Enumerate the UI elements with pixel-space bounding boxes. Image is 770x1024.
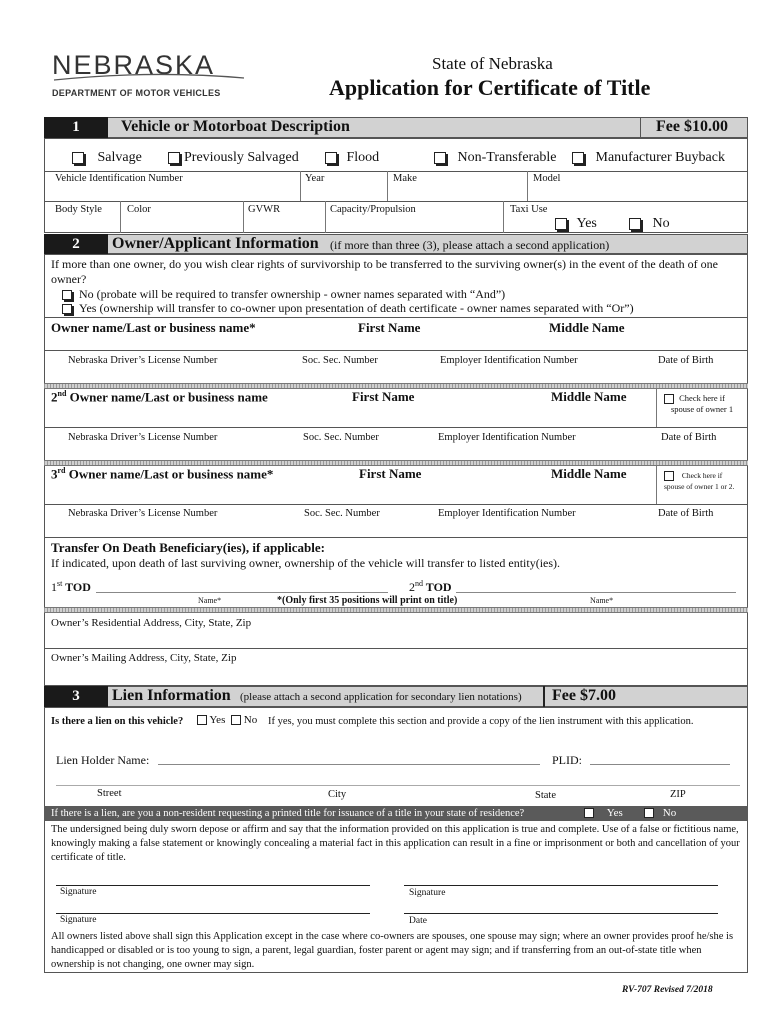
logo-swoosh-icon: [52, 72, 252, 84]
nebraska-logo: [52, 50, 252, 100]
checkbox-salvage[interactable]: [72, 150, 142, 166]
logo-wordmark: NEBRASKA: [52, 50, 216, 80]
label: TOD: [423, 580, 452, 594]
label: Yes: [606, 807, 623, 819]
label: Yes: [576, 216, 597, 231]
checkbox-icon[interactable]: [62, 304, 72, 314]
checkbox-icon[interactable]: [629, 218, 641, 230]
divider: [243, 201, 244, 233]
signature-caption-1: Signature: [60, 887, 97, 897]
owner2-first-name-field[interactable]: First Name: [352, 389, 415, 404]
signature-line-3[interactable]: [56, 913, 370, 914]
owner3-middle-name-field[interactable]: Middle Name: [551, 466, 627, 481]
owner2-ein-field[interactable]: Employer Identification Number: [438, 432, 576, 443]
label: Owner name/Last or business name*: [65, 466, 274, 482]
city-caption: City: [328, 789, 347, 800]
section3-title: Lien Information: [112, 687, 231, 704]
owner3-ssn-field[interactable]: Soc. Sec. Number: [304, 508, 380, 519]
owner1-dob-field[interactable]: Date of Birth: [658, 355, 714, 366]
owner2-middle-name-field[interactable]: Middle Name: [551, 389, 627, 404]
survivorship-no-option[interactable]: [62, 287, 505, 302]
divider: [527, 171, 528, 201]
signature-caption-2: Signature: [409, 888, 446, 898]
label: TOD: [62, 580, 91, 594]
checkbox-icon[interactable]: [168, 152, 180, 164]
page-title: Application for Certificate of Title: [329, 75, 651, 100]
tod1-name-caption: Name*: [198, 596, 222, 605]
divider: [120, 201, 121, 233]
owner1-ein-field[interactable]: Employer Identification Number: [440, 355, 578, 366]
ordinal-suffix: st: [57, 579, 63, 588]
model-field[interactable]: Model: [533, 173, 561, 184]
ordinal: 3: [51, 466, 58, 482]
checkbox-icon[interactable]: [555, 218, 567, 230]
section3-note: (please attach a second application for secondary lien notations): [240, 691, 522, 703]
only35-note: *(Only first 35 positions will print on title): [277, 595, 458, 606]
label: Check here if: [681, 471, 723, 480]
body-style-field[interactable]: Body Style: [55, 204, 102, 215]
capacity-field[interactable]: Capacity/Propulsion: [330, 204, 416, 215]
zip-caption: ZIP: [670, 789, 686, 800]
owner3-first-name-field[interactable]: First Name: [359, 466, 422, 481]
divider: [656, 466, 657, 504]
date-line[interactable]: [404, 913, 718, 914]
tod1-label: [51, 579, 91, 595]
divider: [44, 504, 748, 505]
owner2-ssn-field[interactable]: Soc. Sec. Number: [303, 432, 379, 443]
residential-address-field[interactable]: Owner’s Residential Address, City, State, Zip: [51, 617, 252, 629]
label: No: [243, 714, 258, 726]
checkbox-icon[interactable]: [664, 394, 674, 404]
checkbox-icon[interactable]: [572, 152, 584, 164]
label: Non-Transferable: [457, 150, 557, 165]
label: No: [662, 807, 677, 819]
state-label: State of Nebraska: [432, 54, 553, 73]
plid-input[interactable]: [590, 752, 730, 765]
checkbox-icon[interactable]: [197, 715, 207, 725]
checkbox-icon[interactable]: [72, 152, 84, 164]
owner3-ein-field[interactable]: Employer Identification Number: [438, 508, 576, 519]
checkbox-icon[interactable]: [325, 152, 337, 164]
section1-number: 1: [44, 117, 108, 138]
nonresident-yes-checkbox[interactable]: [584, 807, 623, 819]
ordinal: 2: [409, 580, 415, 594]
ordinal: 1: [51, 580, 57, 594]
make-field[interactable]: Make: [393, 173, 417, 184]
section3-number: 3: [44, 686, 108, 707]
section2-number: 2: [44, 234, 108, 254]
label: No (probate will be required to transfer ownership - owner names separated with “And”): [79, 287, 506, 301]
affirmation-text: The undersigned being duly sworn depose or affirm and say that the information provided on this application is true and complete. Use of a false or fictitious name, knowingly making a false statement or knowingly concealing a material fact in this application can result in a fine or imprisonment or both and cancellation of your certificate of title.: [51, 824, 740, 863]
tod1-name-input[interactable]: [96, 580, 388, 593]
checkbox-icon[interactable]: [434, 152, 446, 164]
lien-question: Is there a lien on this vehicle?: [51, 716, 184, 727]
owner1-ssn-field[interactable]: Soc. Sec. Number: [302, 355, 378, 366]
label: Yes: [209, 714, 226, 726]
lien-instruction: If yes, you must complete this section and provide a copy of the lien instrument with this application.: [268, 716, 694, 727]
checkbox-non-transferable[interactable]: [434, 150, 557, 166]
checkbox-flood[interactable]: [325, 150, 379, 166]
checkbox-previously-salvaged[interactable]: [168, 150, 299, 166]
nonresident-question: If there is a lien, are you a non-resident requesting a printed title for issuance of a title in your state of residence?: [51, 808, 525, 819]
tod2-name-caption: Name*: [590, 596, 614, 605]
checkbox-icon[interactable]: [644, 808, 654, 818]
signature-caption-3: Signature: [60, 915, 97, 925]
address-line[interactable]: [56, 785, 740, 786]
section2-note: (if more than three (3), please attach a second application): [330, 238, 610, 252]
owner1-last-name-field[interactable]: Owner name/Last or business name*: [51, 320, 256, 335]
mailing-address-field[interactable]: Owner’s Mailing Address, City, State, Zip: [51, 652, 237, 664]
label: No: [652, 216, 670, 231]
street-caption: Street: [97, 788, 122, 799]
label: Manufacturer Buyback: [595, 150, 725, 165]
owner2-last-name-field[interactable]: [51, 389, 268, 405]
label: Flood: [346, 150, 380, 165]
ordinal-suffix: nd: [57, 389, 67, 398]
label: spouse of owner 1 or 2.: [664, 482, 735, 492]
label: Owner name/Last or business name: [66, 389, 268, 405]
lien-no-checkbox[interactable]: [231, 714, 257, 726]
tod2-name-input[interactable]: [456, 580, 736, 593]
owner2-dl-field[interactable]: Nebraska Driver’s License Number: [68, 432, 218, 443]
taxi-no-checkbox[interactable]: [629, 216, 670, 232]
lien-yes-checkbox[interactable]: [197, 714, 225, 726]
ordinal-suffix: nd: [415, 579, 423, 588]
owner2-dob-field[interactable]: Date of Birth: [661, 432, 717, 443]
signature-line-1[interactable]: [56, 885, 370, 886]
form-id: RV-707 Revised 7/2018: [622, 985, 713, 995]
section2-title: Owner/Applicant Information: [112, 235, 319, 252]
owner3-dl-field[interactable]: Nebraska Driver’s License Number: [68, 508, 218, 519]
divider: [44, 537, 748, 538]
logo-dept: DEPARTMENT OF MOTOR VEHICLES: [52, 88, 221, 98]
signature-line-2[interactable]: [404, 885, 718, 886]
divider: [44, 350, 748, 351]
tod-description: If indicated, upon death of last surviving owner, ownership of the vehicle will transfer to listed entity(ies).: [51, 556, 561, 570]
label: Check here if: [679, 393, 725, 403]
date-caption: Date: [409, 916, 427, 926]
owner3-dob-field[interactable]: Date of Birth: [658, 508, 714, 519]
section1-title: Vehicle or Motorboat Description: [121, 118, 350, 135]
checkbox-icon[interactable]: [231, 715, 241, 725]
checkbox-manufacturer-buyback[interactable]: [572, 150, 725, 166]
divider: [44, 201, 748, 202]
checkbox-icon[interactable]: [62, 290, 72, 300]
divider: [325, 201, 326, 233]
section1-fee: Fee $10.00: [656, 118, 728, 135]
checkbox-icon[interactable]: [664, 471, 674, 481]
divider: [503, 201, 504, 233]
divider: [44, 427, 748, 428]
owner1-middle-name-field[interactable]: Middle Name: [549, 320, 625, 335]
taxi-use-label: Taxi Use: [510, 204, 548, 215]
state-caption: State: [535, 790, 556, 801]
separator-band: [44, 607, 748, 613]
label: spouse of owner 1: [671, 404, 734, 415]
ordinal-suffix: rd: [57, 466, 66, 475]
owner1-first-name-field[interactable]: First Name: [358, 320, 421, 335]
owner2-spouse-checkbox[interactable]: [664, 393, 733, 415]
label: Previously Salvaged: [184, 150, 299, 165]
owner3-last-name-field[interactable]: [51, 466, 273, 482]
survivorship-question: If more than one owner, do you wish clear rights of survivorship to be transferred to the surviving owner(s) in the event of the death of one owner?: [51, 257, 719, 286]
lien-holder-label: Lien Holder Name:: [56, 753, 150, 767]
section3-fee: Fee $7.00: [552, 687, 616, 704]
divider: [640, 117, 641, 138]
divider: [44, 171, 748, 172]
label: Salvage: [97, 150, 142, 165]
divider: [656, 389, 657, 427]
ordinal: 2: [51, 389, 58, 405]
footer-note: All owners listed above shall sign this Application except in the case where co-owners are spouses, one spouse may sign; where an owner provides proof he/she is handicapped or disabled or is too young to sign, a parent, legal guardian, foster parent or agent may sign; and if transferring from an out-of-state title when ownership is not changing, one owner may sign.: [51, 931, 734, 970]
lien-holder-input[interactable]: [158, 752, 540, 765]
divider: [44, 317, 748, 318]
divider: [300, 171, 301, 201]
divider: [387, 171, 388, 201]
plid-label: PLID:: [552, 753, 582, 767]
divider: [44, 648, 748, 649]
survivorship-yes-option[interactable]: [62, 301, 634, 316]
vin-field[interactable]: Vehicle Identification Number: [55, 173, 183, 184]
checkbox-icon[interactable]: [584, 808, 594, 818]
label: Yes (ownership will transfer to co-owner upon presentation of death certificate - owner names separated with “Or”): [79, 301, 634, 315]
owner1-dl-field[interactable]: Nebraska Driver’s License Number: [68, 355, 218, 366]
taxi-yes-checkbox[interactable]: [555, 216, 597, 232]
nonresident-no-checkbox[interactable]: [644, 807, 676, 819]
tod-title: Transfer On Death Beneficiary(ies), if applicable:: [51, 540, 325, 555]
tod2-label: [409, 579, 452, 595]
year-field[interactable]: Year: [305, 173, 325, 184]
gvwr-field[interactable]: GVWR: [248, 204, 281, 215]
color-field[interactable]: Color: [127, 204, 151, 215]
owner3-spouse-checkbox[interactable]: [664, 470, 734, 492]
